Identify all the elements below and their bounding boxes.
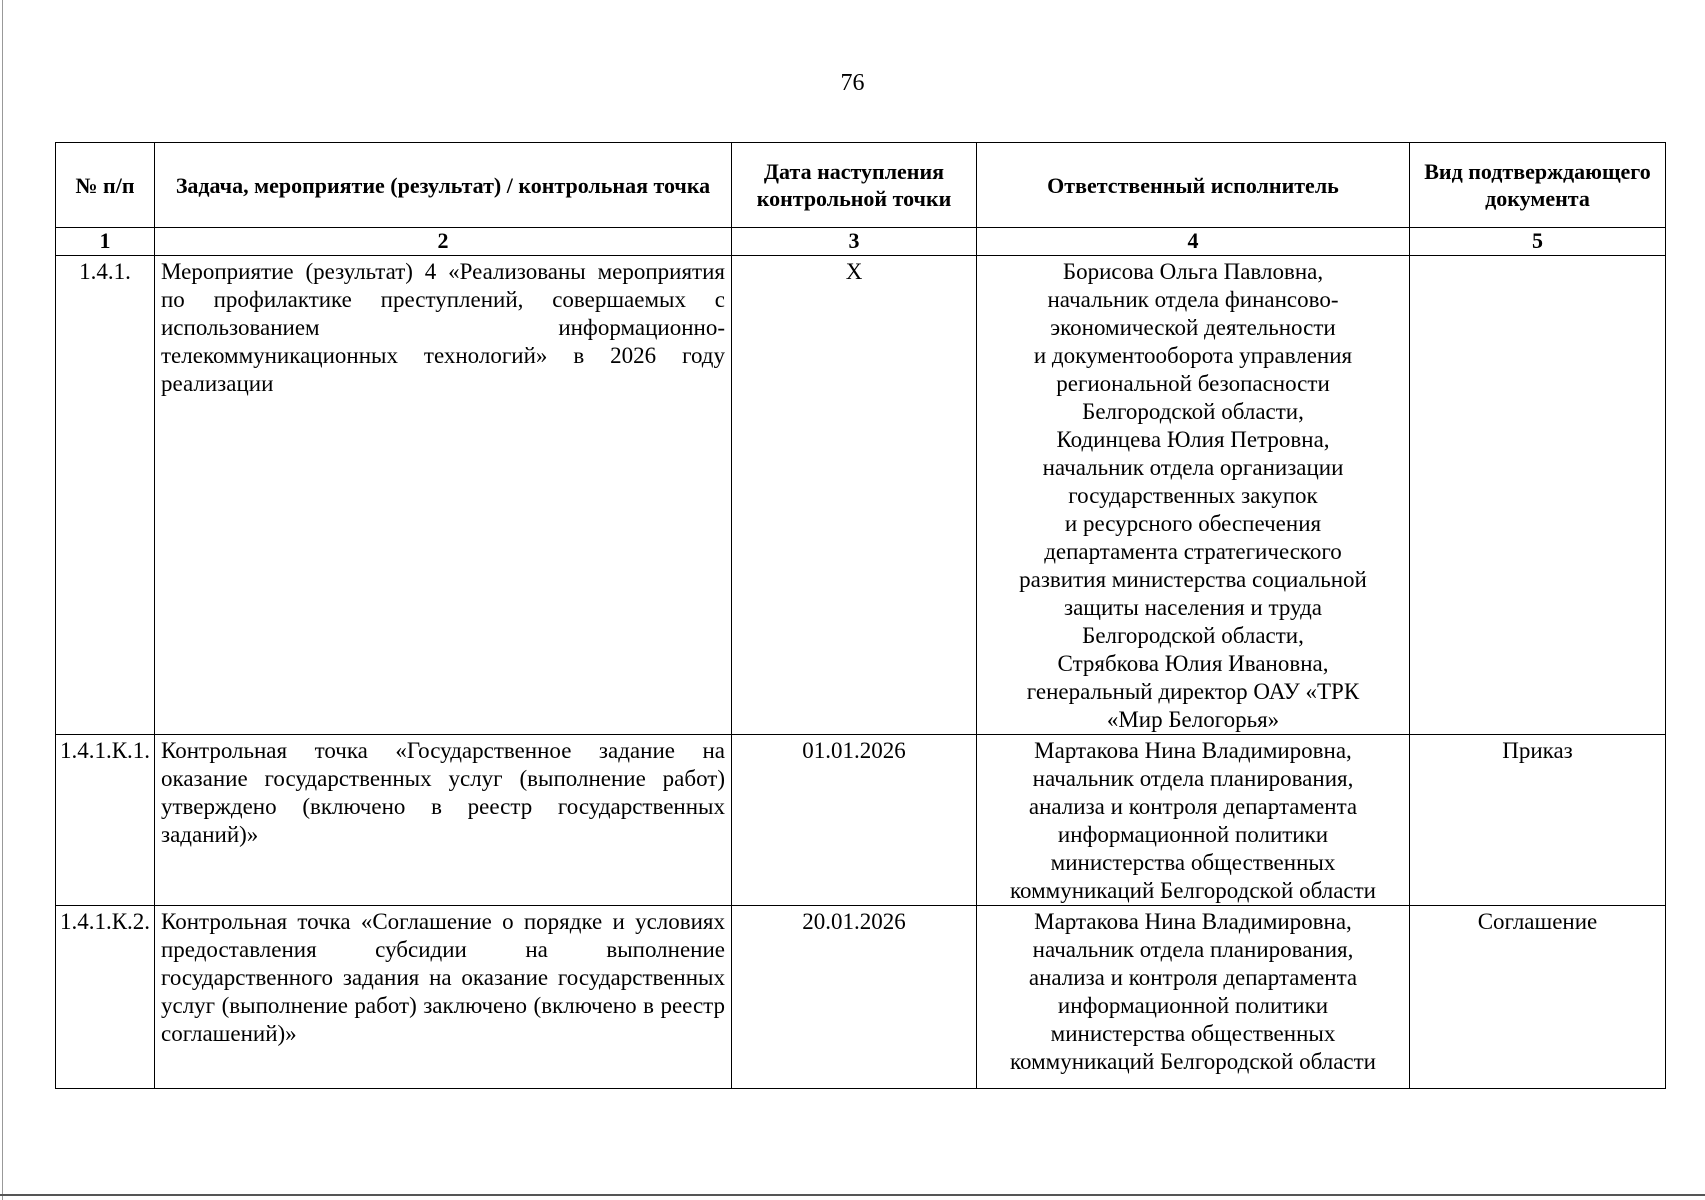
responsible-line: коммуникаций Белгородской области bbox=[1010, 878, 1376, 903]
responsible-line: экономической деятельности bbox=[1050, 315, 1336, 340]
responsible-line: Стрябкова Юлия Ивановна, bbox=[1057, 651, 1329, 676]
task-cell: Контрольная точка «Государственное задание на оказание государственных услуг (выполнение работ) утверждено (включено в реестр государственных заданий)» bbox=[155, 735, 732, 906]
responsible-line: развития министерства социальной bbox=[1019, 567, 1367, 592]
responsible-line: защиты населения и труда bbox=[1064, 595, 1322, 620]
header-document: Вид подтверждающего документа bbox=[1410, 143, 1666, 228]
column-number: 3 bbox=[732, 228, 977, 256]
responsible-cell bbox=[977, 256, 1410, 735]
table-row bbox=[56, 906, 1666, 1089]
responsible-line: Белгородской области, bbox=[1082, 623, 1304, 648]
responsible-line: Борисова Ольга Павловна, bbox=[1062, 259, 1324, 284]
page-number: 76 bbox=[840, 70, 865, 96]
responsible-line: и документооборота управления bbox=[1033, 343, 1353, 368]
row-number: 1.4.1.К.2. bbox=[56, 906, 155, 1089]
column-number-row bbox=[56, 228, 1666, 256]
header-task: Задача, мероприятие (результат) / контрольная точка bbox=[155, 143, 732, 228]
document-cell: Приказ bbox=[1410, 735, 1666, 906]
responsible-line: министерства общественных bbox=[1050, 1021, 1336, 1046]
responsible-cell bbox=[977, 906, 1410, 1089]
responsible-line: коммуникаций Белгородской области bbox=[1010, 1049, 1376, 1074]
control-points-table bbox=[55, 142, 1666, 1089]
responsible-line: и ресурсного обеспечения bbox=[1064, 511, 1322, 536]
responsible-line: региональной безопасности bbox=[1056, 371, 1330, 396]
responsible-line: департамента стратегического bbox=[1044, 539, 1342, 564]
date-cell: 20.01.2026 bbox=[732, 906, 977, 1089]
document-cell: Соглашение bbox=[1410, 906, 1666, 1089]
responsible-line: Мартакова Нина Владимировна, bbox=[1034, 909, 1352, 934]
row-number: 1.4.1.К.1. bbox=[56, 735, 155, 906]
responsible-line: начальник отдела планирования, bbox=[1032, 766, 1354, 791]
responsible-line: министерства общественных bbox=[1050, 850, 1336, 875]
responsible-line: анализа и контроля департамента bbox=[1028, 794, 1358, 819]
date-cell: Х bbox=[732, 256, 977, 735]
page-left-edge bbox=[2, 0, 3, 1200]
document-cell bbox=[1410, 256, 1666, 735]
responsible-line: начальник отдела организации bbox=[1042, 455, 1344, 480]
task-cell: Контрольная точка «Соглашение о порядке и условиях предоставления субсидии на выполнение государственного задания на оказание государственных услуг (выполнение работ) заключено (включено в реестр соглашений)» bbox=[155, 906, 732, 1089]
responsible-line: «Мир Белогорья» bbox=[1106, 707, 1280, 732]
table-row bbox=[56, 256, 1666, 735]
task-cell: Мероприятие (результат) 4 «Реализованы мероприятия по профилактике преступлений, совершаемых с использованием информационно-телекоммуникационных технологий» в 2026 году реализации bbox=[155, 256, 732, 735]
responsible-line: начальник отдела финансово- bbox=[1047, 287, 1339, 312]
column-number: 2 bbox=[155, 228, 732, 256]
responsible-line: информационной политики bbox=[1057, 822, 1329, 847]
responsible-line: генеральный директор ОАУ «ТРК bbox=[1026, 679, 1360, 704]
column-number: 5 bbox=[1410, 228, 1666, 256]
responsible-line: анализа и контроля департамента bbox=[1028, 965, 1358, 990]
responsible-line: Белгородской области, bbox=[1082, 399, 1304, 424]
table-row bbox=[56, 735, 1666, 906]
responsible-line: начальник отдела планирования, bbox=[1032, 937, 1354, 962]
column-number: 1 bbox=[56, 228, 155, 256]
row-number: 1.4.1. bbox=[56, 256, 155, 735]
responsible-cell bbox=[977, 735, 1410, 906]
responsible-line: Мартакова Нина Владимировна, bbox=[1034, 738, 1352, 763]
column-number: 4 bbox=[977, 228, 1410, 256]
header-num: № п/п bbox=[56, 143, 155, 228]
header-responsible: Ответственный исполнитель bbox=[977, 143, 1410, 228]
table-header-row bbox=[56, 143, 1666, 228]
date-cell: 01.01.2026 bbox=[732, 735, 977, 906]
header-date: Дата наступления контрольной точки bbox=[732, 143, 977, 228]
page-bottom-edge bbox=[0, 1194, 1705, 1196]
responsible-line: информационной политики bbox=[1057, 993, 1329, 1018]
responsible-line: государственных закупок bbox=[1068, 483, 1318, 508]
responsible-line: Кодинцева Юлия Петровна, bbox=[1056, 427, 1330, 452]
